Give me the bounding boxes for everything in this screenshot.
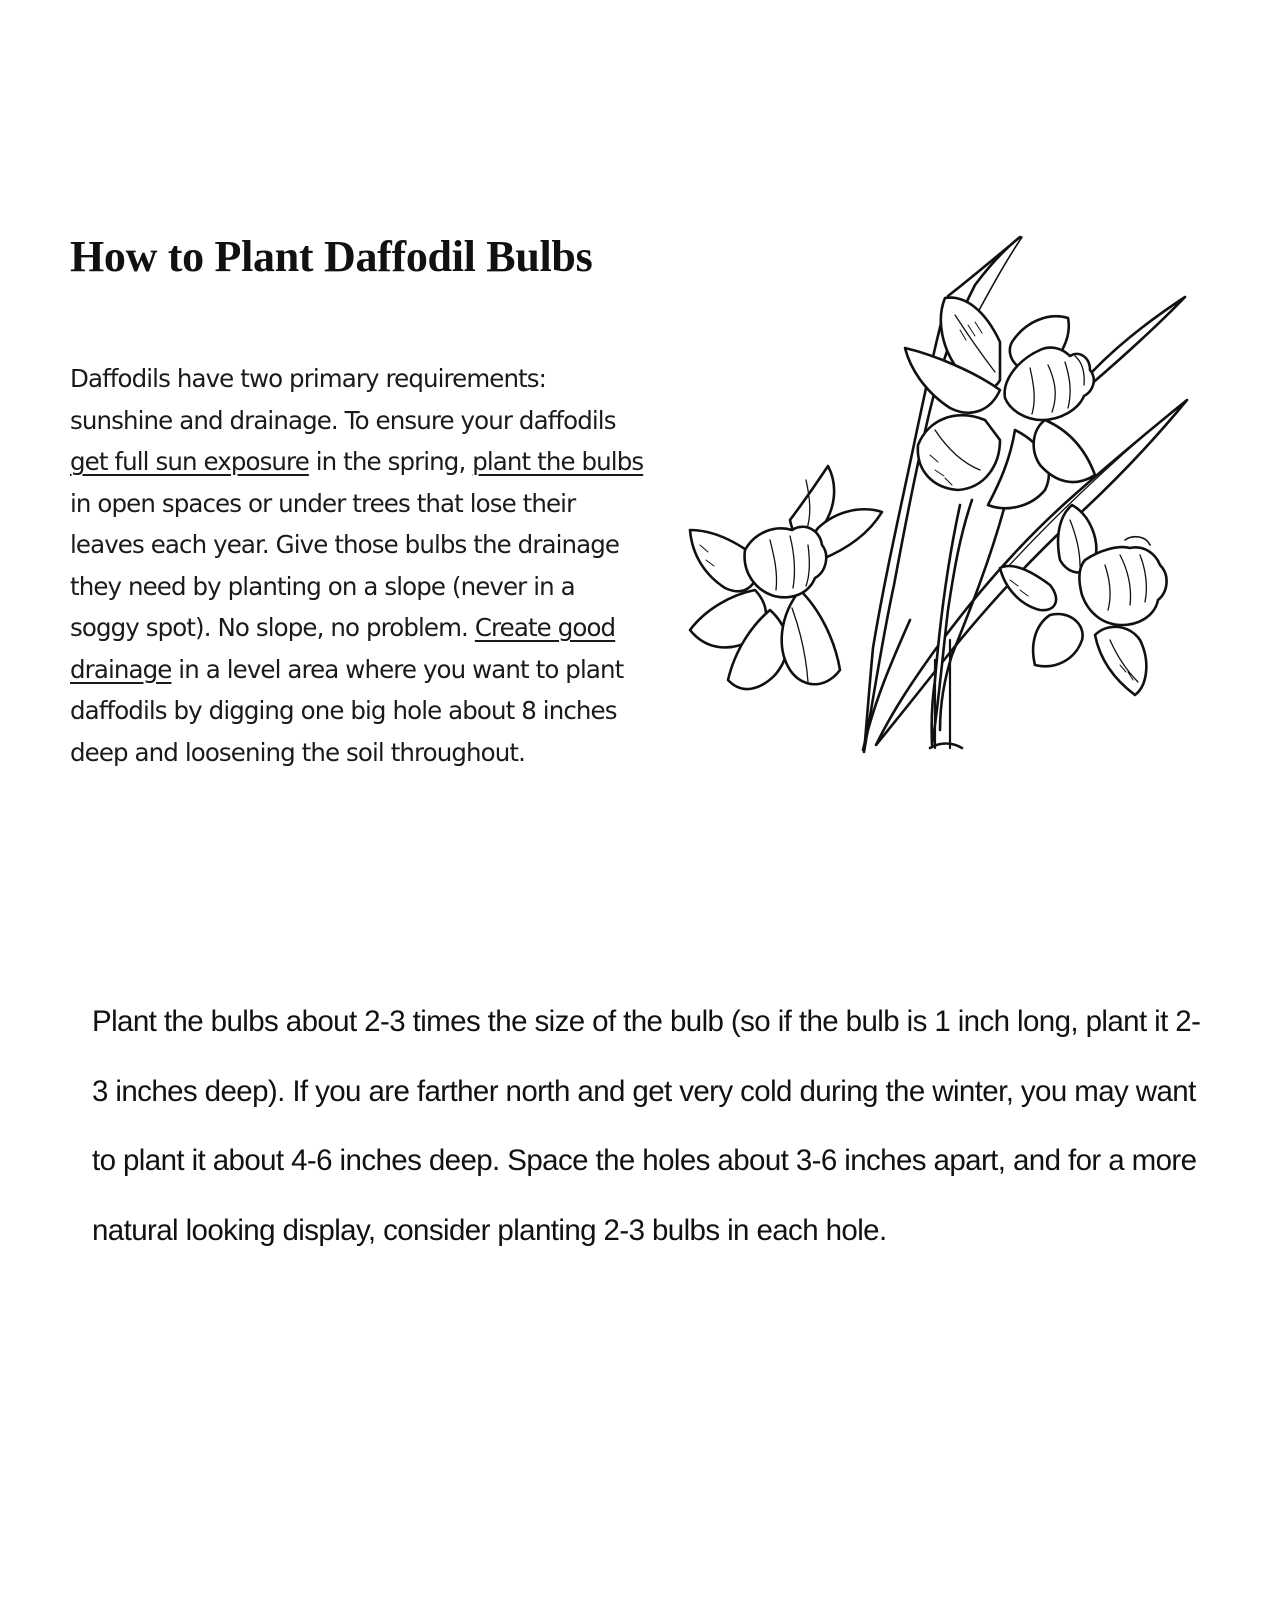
plant-the-bulbs-link[interactable]: plant the bulbs xyxy=(472,447,644,476)
create-good-drainage-link[interactable]: Create good drainage xyxy=(70,613,616,684)
daffodil-flower xyxy=(1000,505,1167,695)
full-sun-exposure-link[interactable]: get full sun exposure xyxy=(70,447,309,476)
intro-text: in open spaces or under trees that lose their leaves each year. Give those bulbs the drainage they need by planting on a slope (never in a soggy spot). No slope, no problem. xyxy=(70,488,620,642)
daffodil-flower xyxy=(905,298,1095,509)
intro-paragraph xyxy=(70,358,650,773)
daffodil-illustration-icon xyxy=(680,225,1220,770)
planting-instructions-paragraph: Plant the bulbs about 2-3 times the size of the bulb (so if the bulb is 1 inch long, plant it 2-3 inches deep). If you are farther north and get very cold during the winter, you may want to plant it about 4-6 inches deep. Space the holes about 3-6 inches apart, and for a more natural looking display, consider planting 2-3 bulbs in each hole. xyxy=(92,1005,1201,1247)
article-title: How to Plant Daffodil Bulbs xyxy=(70,232,593,281)
intro-text: Daffodils have two primary requirements: sunshine and drainage. To ensure your daffodils xyxy=(70,364,616,435)
intro-text: in the spring, xyxy=(308,447,473,476)
daffodil-flower xyxy=(690,466,882,689)
intro-text: in a level area where you want to plant daffodils by digging one big hole about 8 inches deep and loosening the soil throughout. xyxy=(70,654,624,767)
